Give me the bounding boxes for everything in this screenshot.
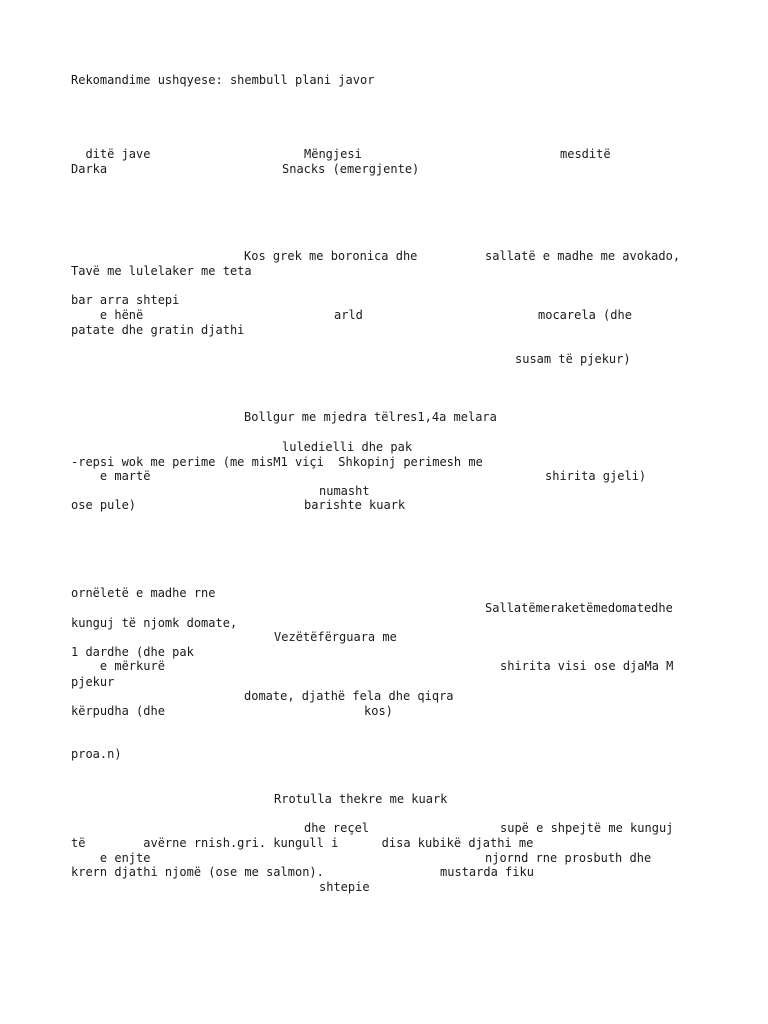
text-line: patate dhe gratin djathi [71, 323, 245, 337]
header-snacks: Snacks (emergjente) [282, 162, 420, 176]
text-line: ose pule) [71, 498, 137, 512]
text-line: Rrotulla thekre me kuark [274, 792, 448, 806]
text-line: dhe reçel [304, 821, 370, 835]
text-line: të avërne rnish.gri. kungull i disa kubikë djathi me [71, 836, 534, 850]
text-line: luledielli dhe pak [282, 440, 413, 454]
text-line: Tavë me lulelaker me teta [71, 264, 252, 278]
header-dinner: Darka [71, 162, 108, 176]
text-line: barishte kuark [304, 498, 406, 512]
text-line: Vezëtëfërguara me [274, 630, 397, 644]
day-label-tuesday: e martë [71, 469, 151, 483]
text-line: pjekur [71, 675, 115, 689]
text-line: 1 dardhe (dhe pak [71, 645, 194, 659]
text-line: Sallatëmeraketëmedomatedhe [485, 601, 673, 615]
text-line: shtepie [319, 880, 370, 894]
text-line: domate, djathë fela dhe qiqra [244, 689, 454, 703]
text-line: kunguj të njomk domate, [71, 616, 238, 630]
header-breakfast: Mëngjesi [304, 147, 362, 161]
text-line: kos) [364, 704, 393, 718]
text-line: susam të pjekur) [515, 352, 631, 366]
text-line: numasht [319, 484, 370, 498]
text-line: -repsi wok me perime (me misM1 viçi Shkopinj perimesh me [71, 455, 483, 469]
text-line: proa.n) [71, 747, 122, 761]
day-label-thursday: e enjte [71, 851, 151, 865]
text-line: supë e shpejtë me kunguj [500, 821, 674, 835]
text-line: krern djathi njomë (ose me salmon). [71, 865, 324, 879]
text-line: arld [334, 308, 363, 322]
text-line: sallatë e madhe me avokado, [485, 249, 681, 263]
text-line: bar arra shtepi [71, 293, 180, 307]
text-line: Kos grek me boronica dhe [244, 249, 418, 263]
document-title: Rekomandime ushqyese: shembull plani javor [71, 73, 375, 87]
text-line: Bollgur me mjedra tëlres1,4a melara [244, 410, 497, 424]
text-line: mocarela (dhe [538, 308, 632, 322]
text-line: ornëletë e madhe rne [71, 586, 216, 600]
day-label-monday: e hënë [71, 308, 144, 322]
text-line: shirita gjeli) [545, 469, 647, 483]
day-label-wednesday: e mërkurë [71, 659, 165, 673]
text-line: njornd rne prosbuth dhe [485, 851, 652, 865]
text-line: kërpudha (dhe [71, 704, 165, 718]
text-line: mustarda fiku [440, 865, 534, 879]
header-day: ditë jave [71, 147, 151, 161]
header-lunch: mesditë [560, 147, 611, 161]
text-line: shirita visi ose djaMa M [500, 659, 674, 673]
